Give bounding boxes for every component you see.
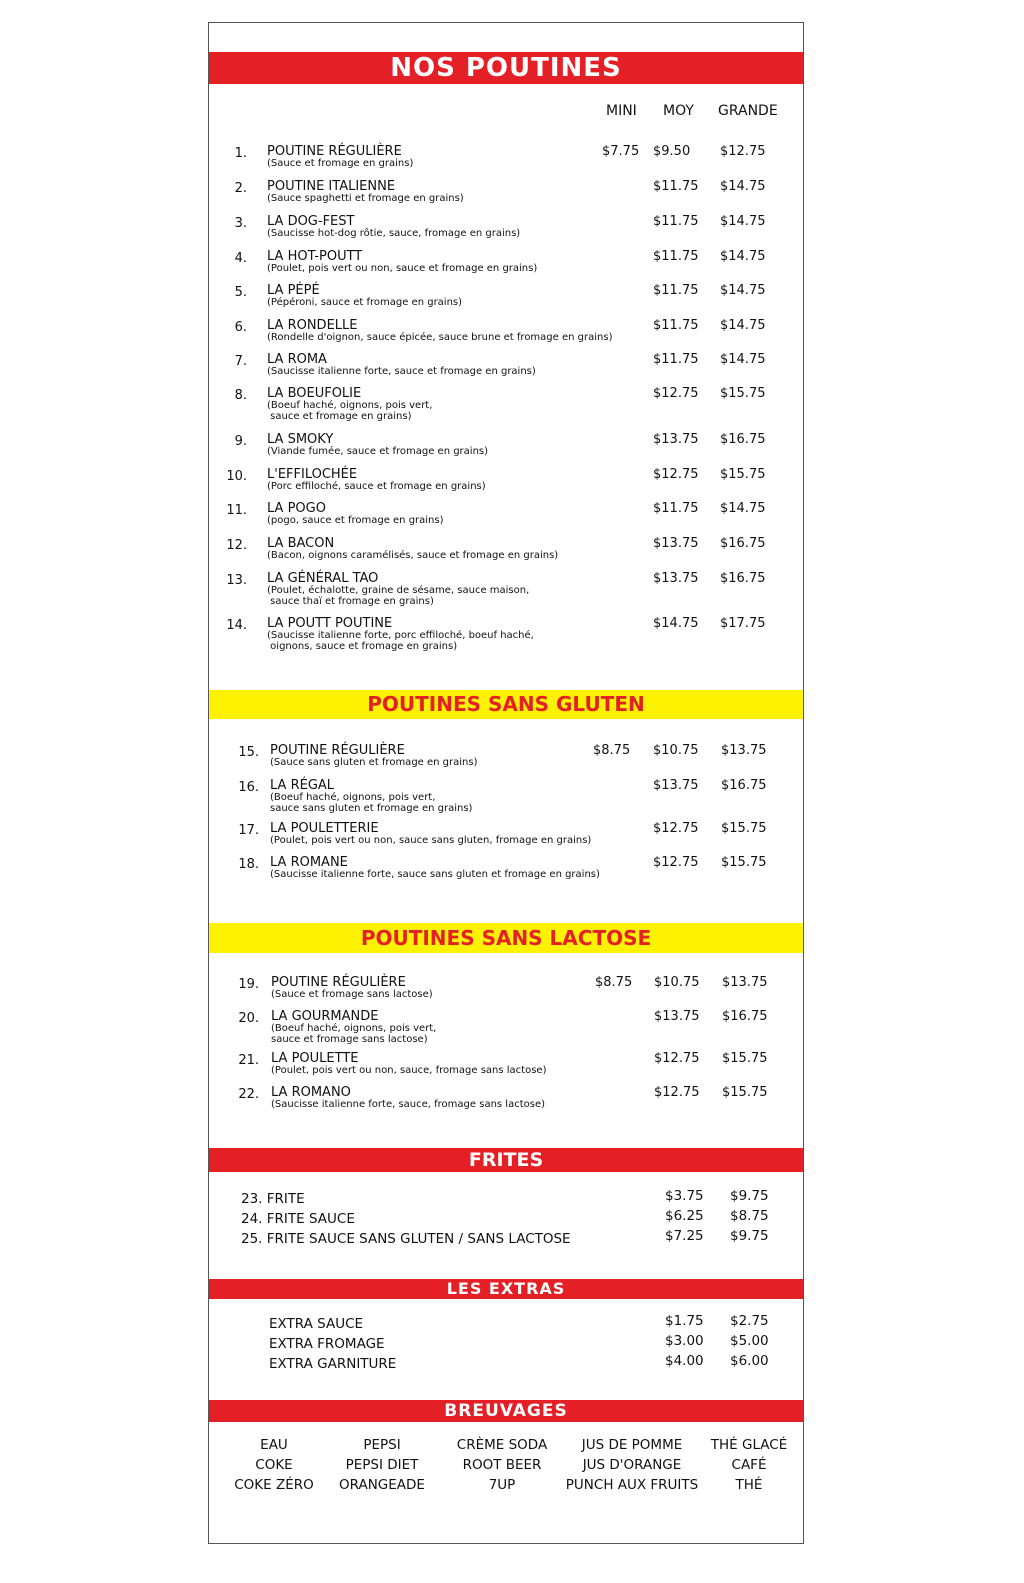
- price-moy: $11.75: [653, 318, 699, 333]
- list-item-label: 23. FRITE: [241, 1191, 305, 1207]
- section-title: FRITES: [468, 1149, 544, 1171]
- menu-item-row: [209, 144, 803, 169]
- item-number: 18.: [238, 857, 259, 872]
- item-name: POUTINE ITALIENNE: [267, 179, 396, 194]
- menu-item-row: [209, 821, 803, 846]
- price-grande: $14.75: [720, 249, 766, 264]
- beverage-item: ROOT BEER: [462, 1457, 542, 1473]
- section-title: POUTINES SANS GLUTEN: [367, 692, 645, 716]
- item-description: (Poulet, pois vert ou non, sauce, fromage sans lactose): [271, 1065, 547, 1076]
- item-description: (Sauce sans gluten et fromage en grains): [270, 757, 478, 768]
- list-item-label: 24. FRITE SAUCE: [241, 1211, 355, 1227]
- price-small: $3.00: [665, 1333, 704, 1349]
- item-number: 6.: [234, 320, 247, 335]
- item-name: POUTINE RÉGULIÈRE: [271, 975, 406, 990]
- price-small: $6.25: [665, 1208, 704, 1224]
- price-small: $4.00: [665, 1353, 704, 1369]
- beverage-item: THÉ GLACÉ: [710, 1437, 788, 1453]
- item-description: (Boeuf haché, oignons, pois vert, sauce sans gluten et fromage en grains): [270, 792, 473, 814]
- menu-item-row: [209, 571, 803, 607]
- price-large: $9.75: [730, 1188, 769, 1204]
- menu-card: [208, 22, 804, 1544]
- price-mini: $7.75: [602, 144, 640, 159]
- price-moy: $12.75: [653, 467, 699, 482]
- menu-item-row: [209, 501, 803, 526]
- item-number: 16.: [238, 780, 259, 795]
- item-number: 15.: [238, 745, 259, 760]
- price-moy: $11.75: [653, 352, 699, 367]
- price-large: $6.00: [730, 1353, 769, 1369]
- price-small: $7.25: [665, 1228, 704, 1244]
- price-grande: $17.75: [720, 616, 766, 631]
- item-description: (Saucisse italienne forte, sauce, fromage sans lactose): [271, 1099, 545, 1110]
- item-name: LA POULETTE: [271, 1051, 359, 1066]
- beverage-item: COKE ZÉRO: [234, 1477, 314, 1493]
- menu-item-row: [209, 778, 803, 814]
- beverage-item: EAU: [260, 1437, 288, 1453]
- price-large: $8.75: [730, 1208, 769, 1224]
- item-name: LA DOG-FEST: [267, 214, 355, 229]
- price-grande: $15.75: [722, 1051, 768, 1066]
- beverage-item: 7UP: [488, 1477, 516, 1493]
- item-number: 14.: [226, 618, 247, 633]
- menu-item-row: [209, 467, 803, 492]
- item-name: LA ROMA: [267, 352, 327, 367]
- price-small: $1.75: [665, 1313, 704, 1329]
- item-description: (Saucisse italienne forte, sauce et fromage en grains): [267, 366, 536, 377]
- item-name: LA GOURMANDE: [271, 1009, 379, 1024]
- item-number: 8.: [234, 388, 247, 403]
- item-name: LA BOEUFOLIE: [267, 386, 362, 401]
- item-description: (Pépéroni, sauce et fromage en grains): [267, 297, 463, 308]
- price-grande: $15.75: [721, 821, 767, 836]
- price-moy: $13.75: [653, 571, 699, 586]
- item-name: LA POUTT POUTINE: [267, 616, 393, 631]
- item-description: (Poulet, pois vert ou non, sauce et fromage en grains): [267, 263, 538, 274]
- price-moy: $10.75: [654, 975, 700, 990]
- price-moy: $11.75: [653, 283, 699, 298]
- menu-item-row: [209, 214, 803, 239]
- beverage-item: CAFÉ: [731, 1457, 767, 1473]
- price-moy: $11.75: [653, 179, 699, 194]
- item-number: 20.: [238, 1011, 259, 1026]
- beverage-item: THÉ: [735, 1477, 763, 1493]
- list-item-label: EXTRA GARNITURE: [269, 1356, 397, 1372]
- item-description: (Saucisse italienne forte, porc effiloché, boeuf haché, oignons, sauce et fromage en grains): [267, 630, 534, 652]
- price-moy: $12.75: [654, 1085, 700, 1100]
- beverage-item: ORANGEADE: [339, 1477, 425, 1493]
- price-moy: $12.75: [653, 821, 699, 836]
- price-large: $5.00: [730, 1333, 769, 1349]
- item-name: LA ROMANO: [271, 1085, 351, 1100]
- beverage-item: CRÈME SODA: [456, 1437, 548, 1453]
- list-item-label: EXTRA FROMAGE: [269, 1336, 385, 1352]
- item-name: LA POULETTERIE: [270, 821, 379, 836]
- section-banner-poutines: [209, 52, 803, 84]
- price-mini: $8.75: [593, 743, 631, 758]
- item-description: (Saucisse italienne forte, sauce sans gluten et fromage en grains): [270, 869, 600, 880]
- menu-item-row: [209, 616, 803, 652]
- beverage-item: PEPSI DIET: [345, 1457, 419, 1473]
- price-grande: $16.75: [721, 778, 767, 793]
- price-grande: $14.75: [720, 352, 766, 367]
- item-number: 10.: [226, 469, 247, 484]
- item-number: 5.: [234, 285, 247, 300]
- item-number: 19.: [238, 977, 259, 992]
- item-number: 21.: [238, 1053, 259, 1068]
- beverage-item: COKE: [255, 1457, 293, 1473]
- menu-item-row: [209, 536, 803, 561]
- price-large: $9.75: [730, 1228, 769, 1244]
- section-banner-breuvages: [209, 1400, 803, 1422]
- item-name: LA RÉGAL: [270, 778, 335, 793]
- item-name: L'EFFILOCHÉE: [267, 467, 358, 482]
- price-moy: $11.75: [653, 214, 699, 229]
- item-description: (Sauce spaghetti et fromage en grains): [267, 193, 464, 204]
- price-grande: $16.75: [720, 571, 766, 586]
- item-description: (Viande fumée, sauce et fromage en grains): [267, 446, 489, 457]
- price-moy: $12.75: [654, 1051, 700, 1066]
- item-description: (Saucisse hot-dog rôtie, sauce, fromage en grains): [267, 228, 521, 239]
- item-name: LA GÉNÉRAL TAO: [267, 571, 379, 586]
- price-mini: $8.75: [595, 975, 633, 990]
- item-name: LA HOT-POUTT: [267, 249, 363, 264]
- item-description: (Sauce et fromage sans lactose): [271, 989, 433, 1000]
- item-number: 1.: [234, 146, 247, 161]
- item-description: (Poulet, pois vert ou non, sauce sans gluten, fromage en grains): [270, 835, 592, 846]
- price-grande: $14.75: [720, 179, 766, 194]
- price-moy: $10.75: [653, 743, 699, 758]
- price-grande: $15.75: [720, 386, 766, 401]
- item-number: 3.: [234, 216, 247, 231]
- item-number: 11.: [226, 503, 247, 518]
- beverage-item: PEPSI: [363, 1437, 401, 1453]
- item-description: (Boeuf haché, oignons, pois vert, sauce et fromage en grains): [267, 400, 433, 422]
- price-grande: $12.75: [720, 144, 766, 159]
- price-grande: $13.75: [722, 975, 768, 990]
- price-grande: $14.75: [720, 318, 766, 333]
- price-moy: $13.75: [654, 1009, 700, 1024]
- section-banner-extras: [209, 1279, 803, 1299]
- item-description: (pogo, sauce et fromage en grains): [267, 515, 444, 526]
- price-moy: $13.75: [653, 778, 699, 793]
- price-moy: $14.75: [653, 616, 699, 631]
- menu-item-row: [209, 1009, 803, 1045]
- item-name: LA BACON: [267, 536, 335, 551]
- section-title: BREUVAGES: [444, 1401, 568, 1421]
- price-grande: $15.75: [720, 467, 766, 482]
- price-grande: $16.75: [720, 432, 766, 447]
- section-banner-sans-lactose: [209, 923, 803, 953]
- item-description: (Sauce et fromage en grains): [267, 158, 414, 169]
- header-grande: GRANDE: [718, 103, 778, 119]
- price-moy: $13.75: [653, 536, 699, 551]
- price-grande: $16.75: [720, 536, 766, 551]
- item-number: 2.: [234, 181, 247, 196]
- price-grande: $14.75: [720, 283, 766, 298]
- price-small: $3.75: [665, 1188, 704, 1204]
- item-name: LA RONDELLE: [267, 318, 358, 333]
- item-description: (Porc effiloché, sauce et fromage en grains): [267, 481, 486, 492]
- menu-item-row: [209, 855, 803, 880]
- beverage-item: JUS DE POMME: [581, 1437, 683, 1453]
- price-moy: $11.75: [653, 249, 699, 264]
- price-grande: $14.75: [720, 214, 766, 229]
- section-banner-sans-gluten: [209, 690, 803, 719]
- item-name: LA ROMANE: [270, 855, 348, 870]
- price-grande: $14.75: [720, 501, 766, 516]
- item-number: 12.: [226, 538, 247, 553]
- list-item-label: 25. FRITE SAUCE SANS GLUTEN / SANS LACTOSE: [241, 1231, 571, 1247]
- item-name: LA PÉPÉ: [267, 283, 320, 298]
- section-title: POUTINES SANS LACTOSE: [360, 926, 652, 950]
- menu-item-row: [209, 743, 803, 768]
- menu-item-row: [209, 1085, 803, 1110]
- menu-item-row: [209, 1051, 803, 1076]
- item-name: POUTINE RÉGULIÈRE: [267, 144, 402, 159]
- menu-item-row: [209, 432, 803, 457]
- price-moy: $12.75: [653, 386, 699, 401]
- header-moy: MOY: [663, 103, 694, 119]
- beverage-item: PUNCH AUX FRUITS: [565, 1477, 699, 1493]
- menu-item-row: [209, 386, 803, 422]
- menu-item-row: [209, 249, 803, 274]
- price-moy: $11.75: [653, 501, 699, 516]
- price-moy: $13.75: [653, 432, 699, 447]
- menu-item-row: [209, 352, 803, 377]
- menu-item-row: [209, 975, 803, 1000]
- menu-item-row: [209, 179, 803, 204]
- section-title: LES EXTRAS: [446, 1279, 566, 1298]
- section-title: NOS POUTINES: [390, 53, 622, 83]
- item-name: POUTINE RÉGULIÈRE: [270, 743, 405, 758]
- item-number: 4.: [234, 251, 247, 266]
- item-description: (Bacon, oignons caramélisés, sauce et fromage en grains): [267, 550, 559, 561]
- item-description: (Poulet, échalotte, graine de sésame, sauce maison, sauce thaï et fromage en grains): [267, 585, 530, 607]
- item-name: LA SMOKY: [267, 432, 334, 447]
- section-banner-frites: [209, 1148, 803, 1172]
- price-large: $2.75: [730, 1313, 769, 1329]
- item-description: (Rondelle d'oignon, sauce épicée, sauce brune et fromage en grains): [267, 332, 613, 343]
- item-number: 17.: [238, 823, 259, 838]
- item-number: 13.: [226, 573, 247, 588]
- beverage-item: JUS D'ORANGE: [582, 1457, 682, 1473]
- item-number: 9.: [234, 434, 247, 449]
- price-grande: $13.75: [721, 743, 767, 758]
- item-number: 22.: [238, 1087, 259, 1102]
- price-grande: $16.75: [722, 1009, 768, 1024]
- item-number: 7.: [234, 354, 247, 369]
- item-name: LA POGO: [267, 501, 326, 516]
- price-grande: $15.75: [722, 1085, 768, 1100]
- menu-item-row: [209, 283, 803, 308]
- price-moy: $9.50: [653, 144, 691, 159]
- price-grande: $15.75: [721, 855, 767, 870]
- list-item-label: EXTRA SAUCE: [269, 1316, 364, 1332]
- price-moy: $12.75: [653, 855, 699, 870]
- item-description: (Boeuf haché, oignons, pois vert, sauce et fromage sans lactose): [271, 1023, 437, 1045]
- header-mini: MINI: [606, 103, 637, 119]
- menu-item-row: [209, 318, 803, 343]
